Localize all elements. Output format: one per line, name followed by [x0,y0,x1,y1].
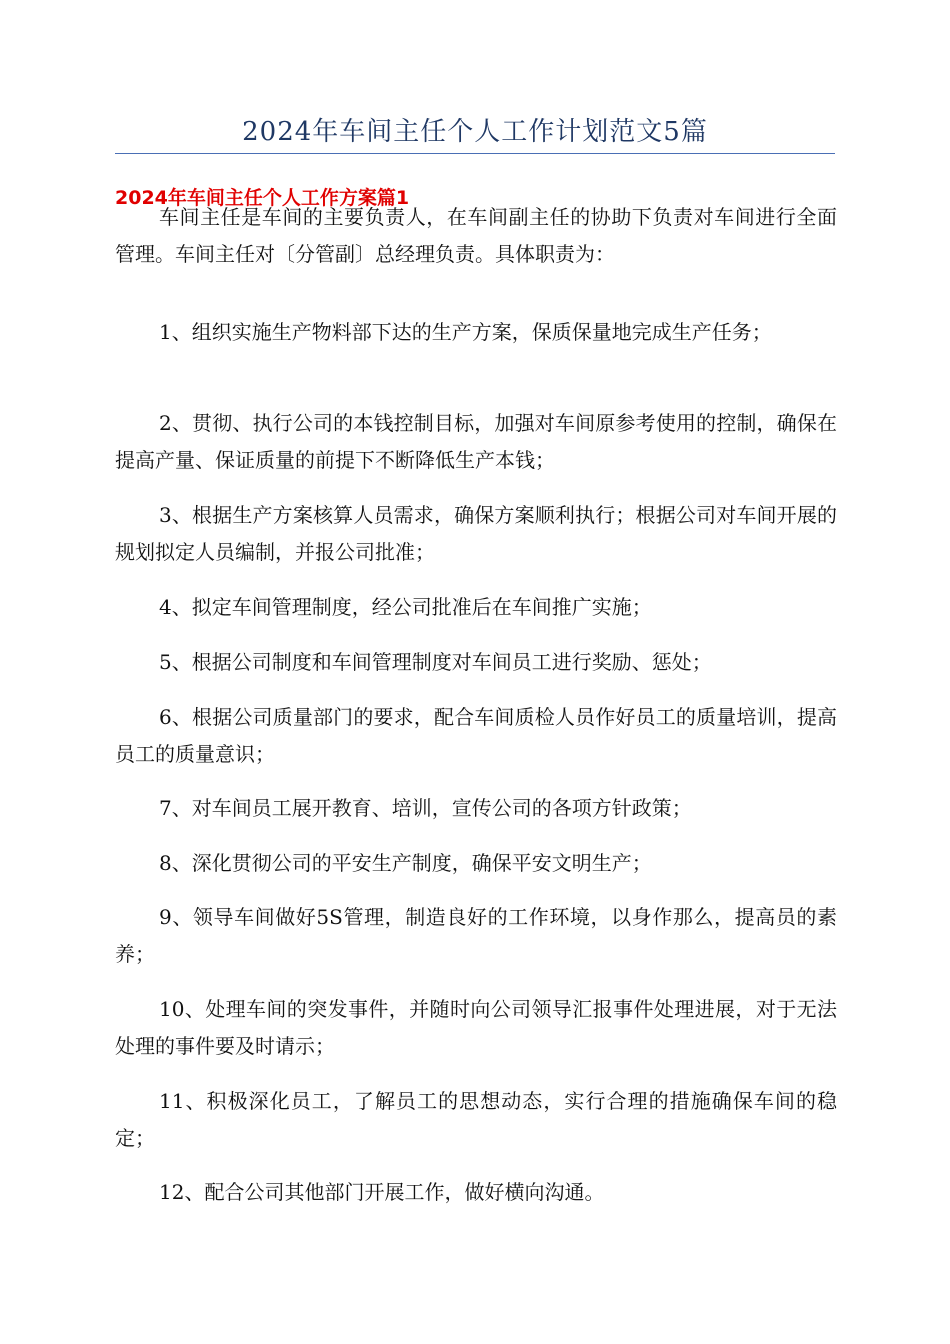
duty-item-1: 1、组织实施生产物料部下达的生产方案，保质保量地完成生产任务； [159,320,772,344]
duty-item-9: 9、领导车间做好5S管理，制造良好的工作环境，以身作那么，提高员的素养； [115,905,837,966]
title-underline [115,153,835,154]
duty-item-12: 12、配合公司其他部门开展工作，做好横向沟通。 [159,1180,605,1204]
duty-item-8: 8、深化贯彻公司的平安生产制度，确保平安文明生产； [159,851,652,875]
duty-item-5: 5、根据公司制度和车间管理制度对车间员工进行奖励、惩处； [159,650,712,674]
duty-item-10: 10、处理车间的突发事件，并随时向公司领导汇报事件处理进展，对于无法处理的事件要及时请示； [115,997,837,1058]
duty-item-2: 2、贯彻、执行公司的本钱控制目标，加强对车间原参考使用的控制，确保在提高产量、保证质量的前提下不断降低生产本钱； [115,411,837,472]
duty-item-11: 11、积极深化员工，了解员工的思想动态，实行合理的措施确保车间的稳定； [115,1089,837,1150]
duty-item-3: 3、根据生产方案核算人员需求，确保方案顺利执行；根据公司对车间开展的规划拟定人员编制，并报公司批准； [115,503,837,564]
duty-item-7: 7、对车间员工展开教育、培训，宣传公司的各项方针政策； [159,796,692,820]
intro-paragraph: 车间主任是车间的主要负责人，在车间副主任的协助下负责对车间进行全面管理。车间主任对〔分管副〕总经理负责。具体职责为： [115,205,837,266]
duty-item-4: 4、拟定车间管理制度，经公司批准后在车间推广实施； [159,595,652,619]
duty-item-6: 6、根据公司质量部门的要求，配合车间质检人员作好员工的质量培训，提高员工的质量意识； [115,705,837,766]
document-title: 2024年车间主任个人工作计划范文5篇 [242,117,708,147]
section-heading: 2024年车间主任个人工作方案篇1 [115,187,410,209]
